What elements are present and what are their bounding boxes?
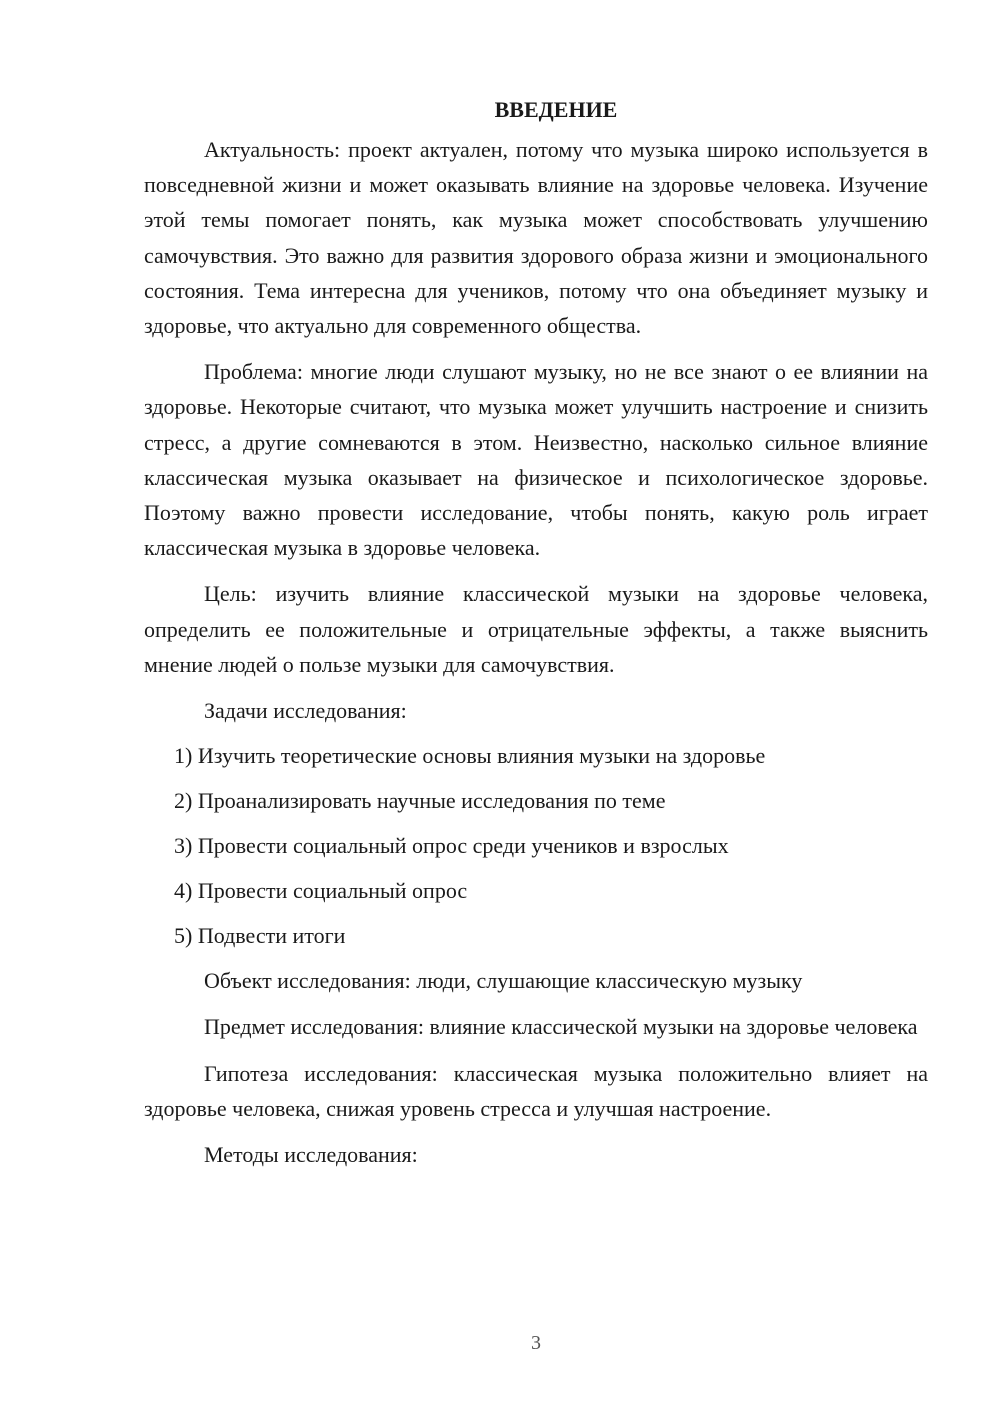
task-item: 2) Проанализировать научные исследования по теме [174, 788, 666, 814]
page-title: ВВЕДЕНИЕ [494, 97, 618, 122]
goal-paragraph: Цель: изучить влияние классической музыки на здоровье человека, определить ее положительные и отрицательные эффекты, а также выяснить мнение людей о пользе музыки для самочувствия. [144, 581, 928, 677]
document-page [144, 92, 928, 1172]
task-item: 4) Провести социальный опрос [174, 878, 468, 904]
subject-paragraph: Предмет исследования: влияние классической музыки на здоровье человека [204, 1014, 918, 1040]
object-paragraph: Объект исследования: люди, слушающие классическую музыку [204, 968, 803, 994]
problem-paragraph: Проблема: многие люди слушают музыку, но не все знают о ее влиянии на здоровье. Некоторые считают, что музыка может улучшить настроение и снизить стресс, а другие сомневаются в этом. Неизвестно, насколько сильное влияние классическая музыка оказывает на физическое и психологическое здоровье. Поэтому важно провести исследование, чтобы понять, какую роль играет классическая музыка в здоровье человека. [144, 359, 928, 561]
task-item: 5) Подвести итоги [174, 923, 346, 949]
task-item: 1) Изучить теоретические основы влияния музыки на здоровье [174, 743, 766, 769]
page-number: 3 [531, 1332, 541, 1354]
relevance-paragraph: Актуальность: проект актуален, потому что музыка широко используется в повседневной жизни и может оказывать влияние на здоровье человека. Изучение этой темы помогает понять, как музыка может способствовать улучшению самочувствия. Это важно для развития здорового образа жизни и эмоционального состояния. Тема интересна для учеников, потому что она объединяет музыку и здоровье, что актуально для современного общества. [144, 137, 928, 339]
tasks-list [144, 738, 928, 953]
methods-heading: Методы исследования: [204, 1142, 418, 1168]
task-item: 3) Провести социальный опрос среди учеников и взрослых [174, 833, 729, 859]
tasks-heading: Задачи исследования: [204, 698, 407, 724]
hypothesis-paragraph: Гипотеза исследования: классическая музыка положительно влияет на здоровье человека, снижая уровень стресса и улучшая настроение. [144, 1060, 928, 1121]
